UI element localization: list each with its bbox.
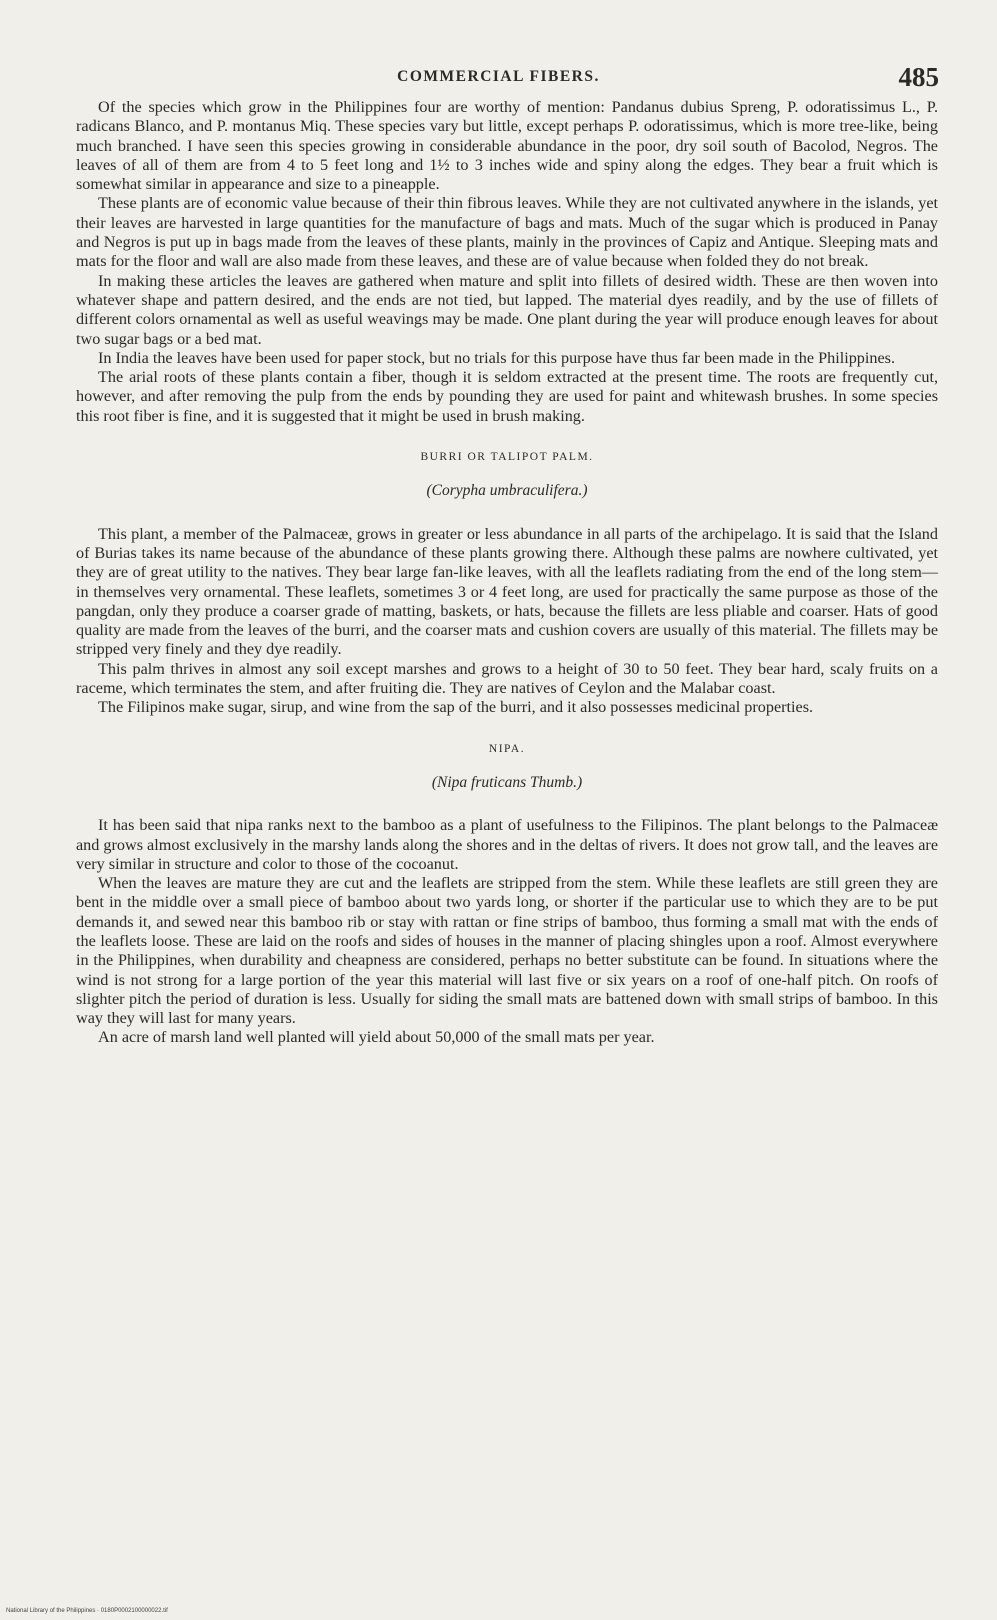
paragraph: Of the species which grow in the Philippines four are worthy of mention: Pandanus dubius Spreng, P. odoratissimus L., P. radicans Blanco, and P. montanus Miq. These species vary but little, except perhaps P. odoratissimus, which is more tree-like, being much branched. I have seen this species growing in considerable abundance in the poor, dry soil south of Bacolod, Negros. The leaves of all of them are from 4 to 5 feet long and 1½ to 3 inches wide and spiny along the edges. They bear a fruit which is somewhat similar in appearance and size to a pineapple.: [76, 98, 938, 194]
page-body: [76, 98, 938, 1048]
paragraph: This plant, a member of the Palmaceæ, grows in greater or less abundance in all parts of the archipelago. It is said that the Island of Burias takes its name because of the abundance of these plants growing there. Although these palms are nowhere cultivated, yet they are of great utility to the natives. They bear large fan-like leaves, with all the leaflets radiating from the end of the long stem—in themselves very ornamental. These leaflets, sometimes 3 or 4 feet long, are used for practically the same purpose as those of the pangdan, only they produce a coarser grade of matting, baskets, or hats, because the fillets are less pliable and coarser. Hats of good quality are made from the leaves of the burri, and the coarser mats and cushion covers are usually of this material. The fillets may be stripped very finely and they dye readily.: [76, 524, 938, 659]
paragraph: When the leaves are mature they are cut and the leaflets are stripped from the stem. While these leaflets are still green they are bent in the middle over a small piece of bamboo about two yards long, or shorter if the particular use to which they are to be put demands it, and sewed near this bamboo rib or stay with rattan or fine strips of bamboo, thus forming a small mat with the ends of the leaflets loose. These are laid on the roofs and sides of houses in the manner of placing shingles upon a roof. Almost everywhere in the Philippines, when durability and cheapness are considered, perhaps no better substitute can be found. In situations where the wind is not strong for a large portion of the year this material will last five or six years on a roof of one-half pitch. On roofs of slighter pitch the period of duration is less. Usually for siding the small mats are battened down with small strips of bamboo. In this way they will last for many years.: [76, 874, 938, 1028]
paragraph: It has been said that nipa ranks next to the bamboo as a plant of usefulness to the Filipinos. The plant belongs to the Palmaceæ and grows almost exclusively in the marshy lands along the shores and in the deltas of rivers. It does not grow tall, and the leaves are very similar in structure and color to those of the cocoanut.: [76, 816, 938, 873]
scan-footer: National Library of the Philippines · 0180P0002100000022.tif: [6, 1608, 168, 1614]
section-subheading-nipa: (Nipa fruticans Thumb.): [431, 773, 583, 791]
running-head: COMMERCIAL FIBERS.: [397, 68, 600, 85]
paragraph: In making these articles the leaves are gathered when mature and split into fillets of desired width. These are then woven into whatever shape and pattern desired, and the ends are not tied, but lapped. The material dyes readily, and by the use of fillets of different colors ornamental as well as useful weavings may be made. One plant during the year will produce enough leaves for about two sugar bags or a bed mat.: [76, 271, 938, 348]
section-subheading-burri: (Corypha umbraculifera.): [426, 482, 588, 500]
section-heading-nipa: NIPA.: [488, 742, 526, 755]
paragraph: This palm thrives in almost any soil except marshes and grows to a height of 30 to 50 feet. They bear hard, scaly fruits on a raceme, which terminates the stem, and after fruiting die. They are natives of Ceylon and the Malabar coast.: [76, 659, 938, 698]
section-heading-burri: BURRI OR TALIPOT PALM.: [420, 451, 594, 464]
paragraph: The arial roots of these plants contain a fiber, though it is seldom extracted at the present time. The roots are frequently cut, however, and after removing the pulp from the ends by pounding they are used for paint and whitewash brushes. In some species this root fiber is fine, and it is suggested that it might be used in brush making.: [76, 368, 938, 425]
paragraph: The Filipinos make sugar, sirup, and wine from the sap of the burri, and it also possesses medicinal properties.: [98, 698, 814, 717]
page-number: 485: [898, 62, 939, 92]
paragraph: An acre of marsh land well planted will yield about 50,000 of the small mats per year.: [98, 1028, 655, 1047]
paragraph: These plants are of economic value because of their thin fibrous leaves. While they are not cultivated anywhere in the islands, yet their leaves are harvested in large quantities for the manufacture of bags and mats. Much of the sugar which is produced in Panay and Negros is put up in bags made from the leaves of these plants, mainly in the provinces of Capiz and Antique. Sleeping mats and mats for the floor and wall are also made from these leaves, and these are of value because when folded they do not break.: [76, 194, 938, 271]
page-header: [0, 62, 997, 98]
paragraph: In India the leaves have been used for paper stock, but no trials for this purpose have thus far been made in the Philippines.: [98, 348, 896, 367]
